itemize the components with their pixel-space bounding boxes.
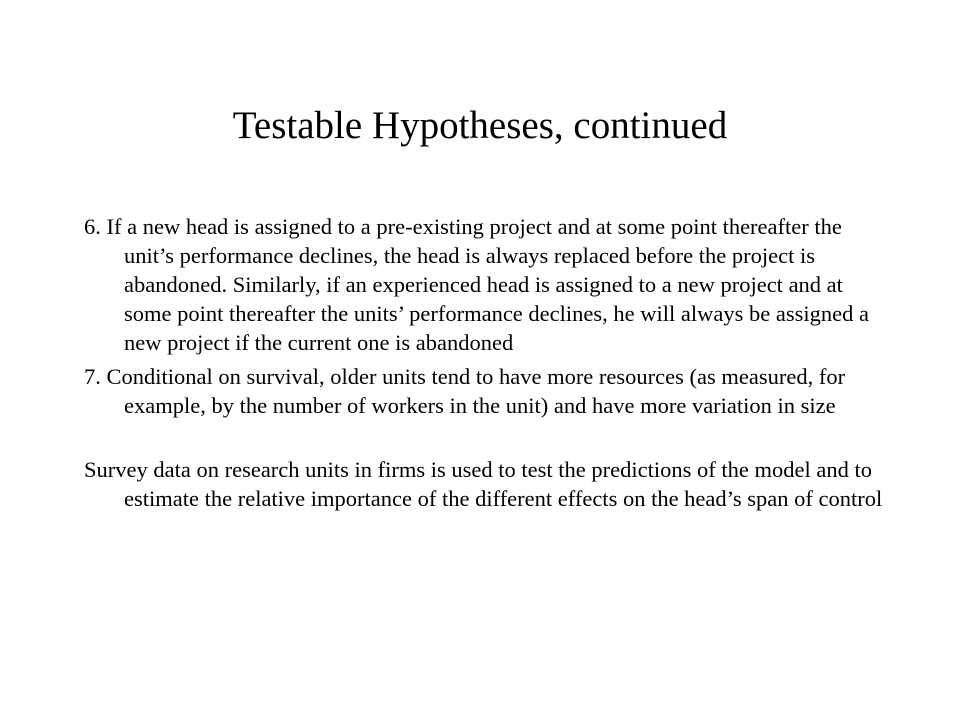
hypothesis-7: 7. Conditional on survival, older units tend to have more resources (as measured, for example, by the number of workers in the unit) and have more variation in size bbox=[84, 364, 846, 418]
hypothesis-6: 6. If a new head is assigned to a pre-existing project and at some point thereafter the unit’s performance declines, the head is always replaced before the project is abandoned. Similarly, if an experienced head is assigned to a new project and at some point thereafter the units’ performance declines, he will always be assigned a new project if the current one is abandoned bbox=[84, 214, 869, 355]
survey-data-note: Survey data on research units in firms is used to test the predictions of the model and to estimate the relative importance of the different effects on the head’s span of control bbox=[84, 457, 883, 511]
paragraph-spacer bbox=[84, 420, 884, 455]
slide-body bbox=[84, 212, 884, 513]
slide-title: Testable Hypotheses, continued bbox=[232, 104, 728, 147]
